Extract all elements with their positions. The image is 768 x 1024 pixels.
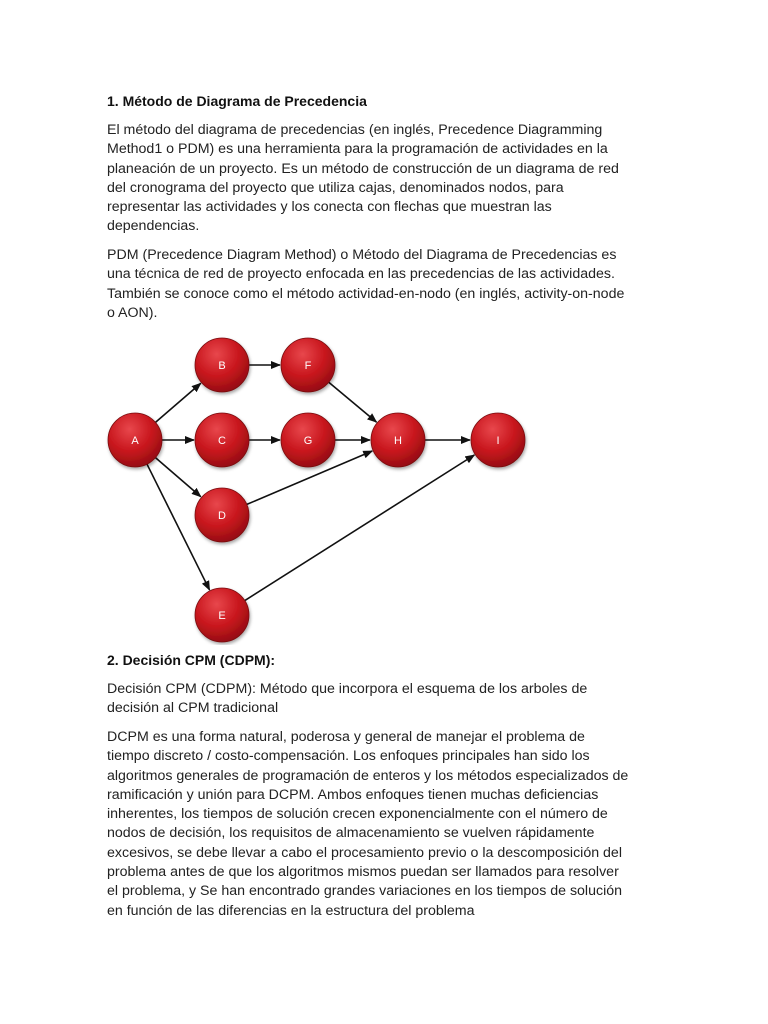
diagram-nodes [108,338,525,642]
node-label: B [218,360,226,372]
edge-e-i [245,455,475,601]
precedence-diagram [100,325,540,645]
text-line: ramificación y unión para DCPM. Ambos enfoques tienen muchas deficiencias [107,786,599,803]
node-label: H [394,435,402,447]
text-line: Method1 o PDM) es una herramienta para la programación de actividades en la [107,141,608,158]
node-label: F [304,360,312,372]
text-line: representar las actividades y los conecta con flechas que muestran las [107,199,552,216]
text-line: tiempo discreto / costo-compensación. Los enfoques principales han sido los [107,748,590,765]
node-label: A [131,435,139,447]
edge-f-h [329,382,377,422]
node-label: D [218,510,226,522]
section-1-heading: 1. Método de Diagrama de Precedencia [107,93,367,109]
node-e [195,588,249,642]
edge-a-d [155,458,200,497]
section-2-heading: 2. Decisión CPM (CDPM): [107,652,276,668]
text-line: decisión al CPM tradicional [107,700,279,717]
text-line: También se conoce como el método actividad-en-nodo (en inglés, activity-on-node [107,285,625,302]
node-label: G [303,435,313,447]
section-2-paragraph-2 [107,728,667,921]
text-line: o AON). [107,304,158,321]
text-line: excesivos, se debe llevar a cabo el procesamiento previo o la descomposición del [107,844,622,861]
node-f [281,338,335,392]
edge-a-b [155,383,200,422]
text-line: problema antes de que los algoritmos mismos puedan ser llamados para resolver [107,864,619,881]
node-c [195,413,249,467]
text-line: del cronograma del proyecto que utiliza cajas, denominados nodos, para [107,179,564,196]
text-line: El método del diagrama de precedencias (en inglés, Precedence Diagramming [107,122,603,138]
node-i [471,413,525,467]
node-g [281,413,335,467]
section-1-paragraph-2 [107,246,667,323]
node-label: E [218,610,226,622]
text-line: una técnica de red de proyecto enfocada en las precedencias de las actividades. [107,266,615,283]
text-line: algoritmos generales de programación de enteros y los métodos especializados de [107,767,629,784]
text-line: dependencias. [107,218,200,235]
diagram-edges [147,365,474,601]
node-label: C [218,435,226,447]
text-line: el problema, y Se han encontrado grandes variaciones en los tiempos de solución [107,883,623,900]
text-line: inherentes, los tiempos de solución crecen exponencialmente con el número de [107,806,608,823]
node-h [371,413,425,467]
node-a [108,413,162,467]
text-line: DCPM es una forma natural, poderosa y general de manejar el problema de [107,729,585,745]
node-label: I [496,435,500,447]
section-2-paragraph-1 [107,680,667,719]
text-line: planeación de un proyecto. Es un método de construcción de un diagrama de red [107,160,619,177]
section-1-paragraph-1 [107,121,667,237]
node-d [195,488,249,542]
text-line: en función de las diferencias en la estructura del problema [107,902,475,919]
text-line: nodos de decisión, los requisitos de almacenamiento se vuelven rápidamente [107,825,595,842]
node-b [195,338,249,392]
text-line: PDM (Precedence Diagram Method) o Método del Diagrama de Precedencias es [107,247,617,263]
text-line: Decisión CPM (CDPM): Método que incorpora el esquema de los arboles de [107,681,588,697]
